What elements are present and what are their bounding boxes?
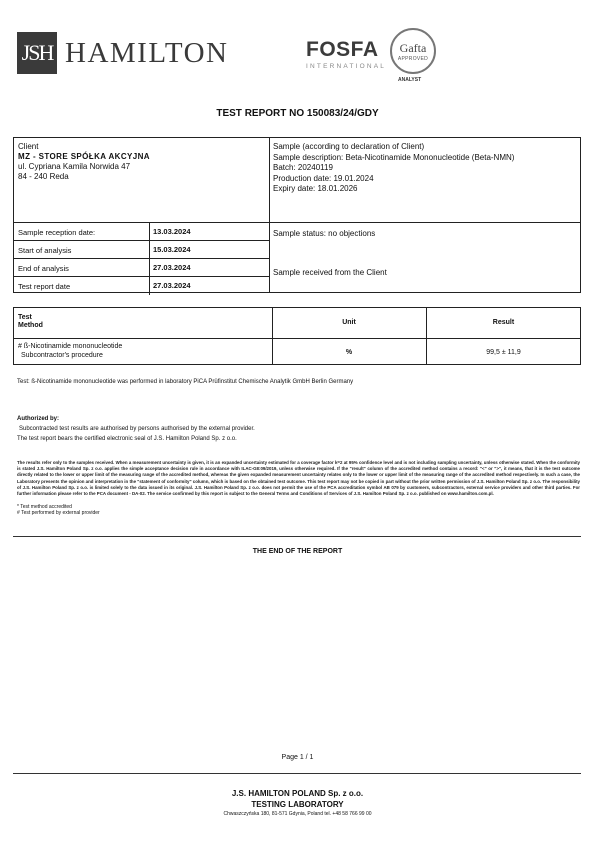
- date-row: [14, 222, 269, 240]
- footer-lab: TESTING LABORATORY: [251, 800, 344, 809]
- authorized-by-label: Authorized by:: [17, 416, 59, 422]
- separator-line: [13, 536, 581, 537]
- authorization-line1: Subcontracted test results are authorised by persons authorised by the external provider.: [19, 426, 255, 432]
- authorization-section: [17, 414, 255, 444]
- cell-divider: [149, 223, 150, 241]
- client-address-line1: ul. Cypriana Kamila Norwida 47: [18, 162, 131, 171]
- sample-batch: Batch: 20240119: [273, 163, 333, 172]
- hamilton-monogram: JSH: [17, 32, 57, 74]
- date-value: 27.03.2024: [153, 281, 191, 290]
- date-label: End of analysis: [18, 264, 69, 273]
- date-value: 13.03.2024: [153, 227, 191, 236]
- fosfa-logo: [306, 38, 386, 70]
- date-row: [14, 276, 269, 294]
- sample-received: Sample received from the Client: [273, 268, 387, 277]
- results-table: [13, 307, 581, 365]
- footnotes: [17, 504, 100, 516]
- sample-status: Sample status: no objections: [273, 229, 376, 238]
- date-label: Start of analysis: [18, 246, 72, 255]
- row-unit: %: [345, 349, 353, 356]
- date-label: Test report date: [18, 282, 71, 291]
- footer-company: J.S. HAMILTON POLAND Sp. z o.o.: [231, 789, 364, 798]
- hamilton-wordmark: HAMILTON: [65, 36, 229, 69]
- header-method: Method: [18, 322, 43, 329]
- cell-divider: [149, 241, 150, 259]
- header-divider: [14, 338, 580, 339]
- fosfa-subtitle: INTERNATIONAL: [306, 63, 387, 70]
- cell-divider: [149, 259, 150, 277]
- client-section: [18, 142, 150, 182]
- report-title: TEST REPORT NO 150083/24/GDY: [216, 108, 379, 119]
- gafta-approved-label: APPROVED: [397, 55, 429, 62]
- cell-divider: [149, 277, 150, 295]
- status-divider: [269, 222, 581, 223]
- client-label: Client: [18, 142, 39, 151]
- header-unit: Unit: [342, 319, 356, 326]
- client-address-line2: 84 - 240 Reda: [18, 172, 69, 181]
- date-value: 15.03.2024: [153, 245, 191, 254]
- footer-separator-line: [13, 773, 581, 774]
- row-result: 99,5 ± 11,9: [486, 349, 521, 356]
- date-row: [14, 258, 269, 276]
- fosfa-wordmark: FOSFA: [306, 38, 379, 61]
- gafta-seal: [390, 28, 436, 74]
- sample-production-date: Production date: 19.01.2024: [273, 173, 374, 183]
- page-number: Page 1 / 1: [281, 754, 314, 761]
- test-note: Test: ß-Nicotinamide mononucleotide was performed in laboratory PiCA Prüfinstitut Chemische Analytik GmbH Berlin Germany: [17, 379, 354, 385]
- client-name: MZ - STORE SPÓŁKA AKCYJNA: [18, 152, 150, 161]
- authorization-line2: The test report bears the certified electronic seal of J.S. Hamilton Poland Sp. z o.o.: [17, 436, 237, 442]
- header-result: Result: [492, 319, 515, 326]
- hamilton-logo: [17, 31, 228, 75]
- sample-label: Sample (according to declaration of Client): [273, 142, 425, 151]
- header-test: Test: [18, 314, 32, 321]
- row-test: # ß-Nicotinamide mononucleotide: [18, 343, 123, 350]
- gafta-wordmark: Gafta: [399, 40, 427, 55]
- client-sample-box: [13, 137, 581, 293]
- disclaimer-text: The results refer only to the samples received. When a measurement uncertainty is given, it is an expanded uncertainty estimated for a coverage factor k=2 at 95% confidence level and is not including sampling uncertainty, unless otherwise stated. When the conformity is stated J.S. Hamilton Poland Sp. z o.o. applies the simple acceptance decision rule in accordance with ILAC-G8:09/2019, unless otherwise required. If the "result" column of the accredited method contains a record: "<" or ">", it means, that it is the test outcome directly related to the lower or upper limit of the measuring range of the accredited method, whereas the given expanded measurement uncertainty relates only to the lower or upper limit of the measuring range of the accredited method respectively. In such a case, the Laboratory presents the opinion and interpretation in the "statement of conformity" column, which is based on the obtained test outcome. This test report may not be copied in part without the prior written permission of J.S. Hamilton Poland Sp. z o.o. The responsibility of J.S. Hamilton Poland Sp. z o.o. is limited solely to the data issued in its original. J.S. Hamilton Poland Sp. z o.o. does not permit the use of the PCA accreditation symbol AB 079 by customers, subcontractors, external service providers and other third parties. For further information please refer to the PCA document - DA-02. The service confirmed by this report is subject to the General Terms and Conditions of Services of J.S. Hamilton Poland Sp. z o.o. published on www.hamilton.com.pl.: [17, 460, 580, 497]
- date-label: Sample reception date:: [18, 228, 96, 237]
- date-row: [14, 240, 269, 258]
- footer: [0, 788, 595, 818]
- end-of-report: THE END OF THE REPORT: [252, 548, 343, 555]
- date-value: 27.03.2024: [153, 263, 191, 272]
- header-test-method: [18, 314, 43, 330]
- row-test-method: [18, 342, 122, 360]
- sample-expiry-date: Expiry date: 18.01.2026: [273, 184, 358, 193]
- footnote-accredited: * Test method accredited: [17, 504, 72, 510]
- footnote-external: # Test performed by external provider: [17, 510, 100, 516]
- sample-section: [273, 142, 514, 195]
- footer-address: Chwaszczyńska 180, 81-571 Gdynia, Poland tel. +48 58 766 99 00: [223, 811, 372, 817]
- gafta-analyst-label: ANALYST: [398, 77, 422, 83]
- sample-description: Sample description: Beta-Nicotinamide Mononucleotide (Beta-NMN): [273, 152, 515, 162]
- column-divider: [269, 138, 270, 293]
- row-method: Subcontractor's procedure: [21, 352, 103, 359]
